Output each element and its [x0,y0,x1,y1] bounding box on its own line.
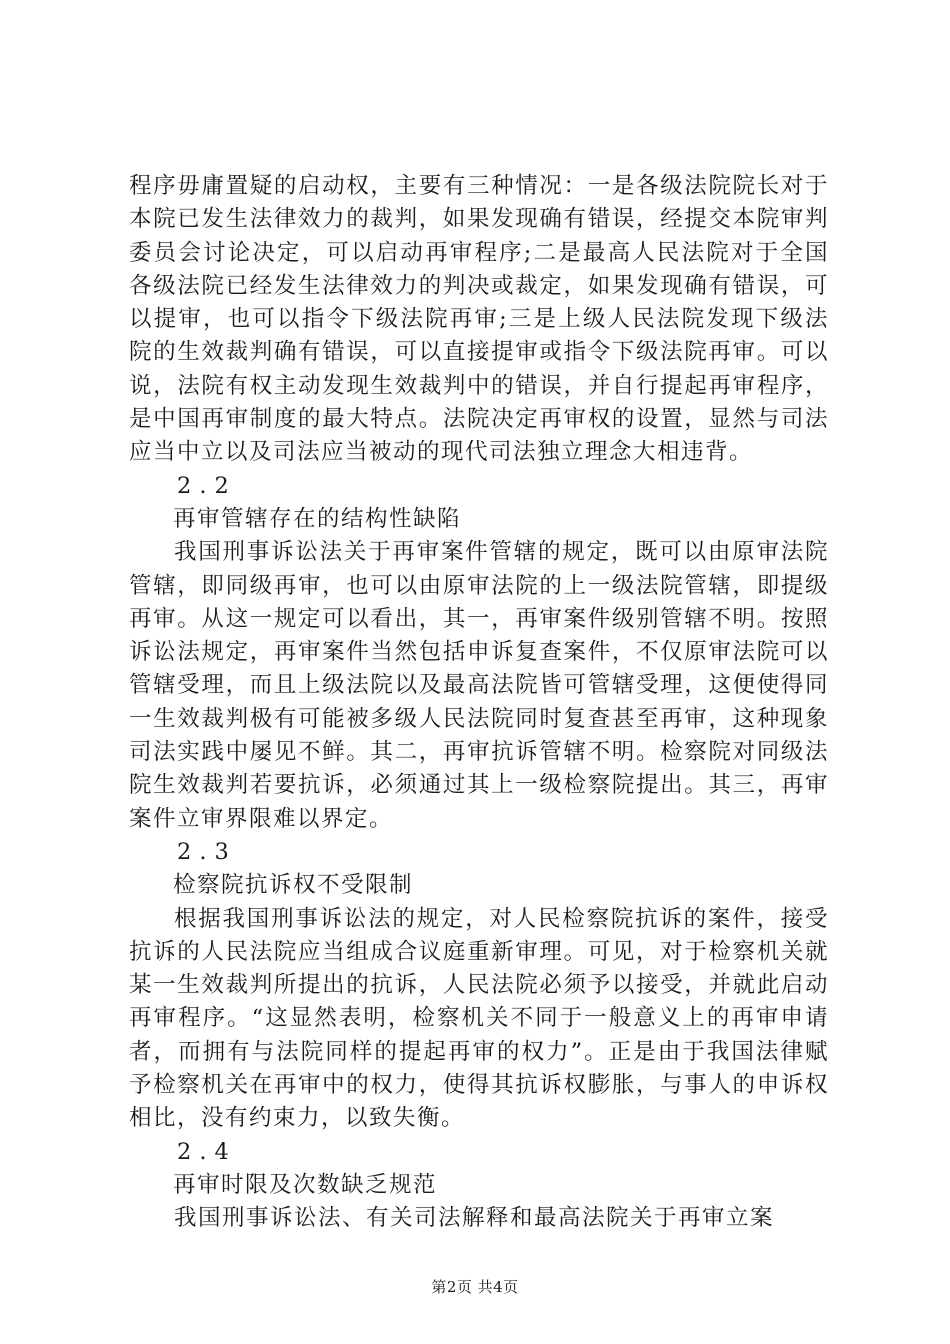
section-title: 再审管辖存在的结构性缺陷 [173,505,462,532]
body-paragraph: 我国刑事诉讼法关于再审案件管辖的规定，既可以由原审法院管辖，即同级再审，也可以由原审法院的上一级法院管辖，即提级再审。从这一规定可以看出，其一，再审案件级别管辖不明。按照诉讼法规定，再审案件当然包括申诉复查案件，不仅原审法院可以管辖受理，而且上级法院以及最高法院皆可管辖受理，这便使得同一生效裁判极有可能被多级人民法院同时复查甚至再审，这种现象司法实践中屡见不鲜。其二，再审抗诉管辖不明。检察院对同级法院生效裁判若要抗诉，必须通过其上一级检察院提出。其三，再审案件立审界限难以界定。 [129,539,829,832]
section-number: 2.4 [177,1138,237,1165]
section-title: 检察院抗诉权不受限制 [173,872,414,899]
body-paragraph: 我国刑事诉讼法、有关司法解释和最高法院关于再审立案 [174,1205,775,1232]
page-footer: 第2页 共4页 [431,1278,519,1296]
section-number: 2.2 [177,472,237,499]
section-number: 2.3 [177,838,237,865]
document-body [129,170,829,1236]
body-paragraph: 根据我国刑事诉讼法的规定，对人民检察院抗诉的案件，接受抗诉的人民法院应当组成合议庭重新审理。可见，对于检察机关就某一生效裁判所提出的抗诉，人民法院必须予以接受，并就此启动再审程序。“这显然表明，检察机关不同于一般意义上的再审申请者，而拥有与法院同样的提起再审的权力”。正是由于我国法律赋予检察机关在再审中的权力，使得其抗诉权膨胀，与事人的申诉权相比，没有约束力，以致失衡。 [129,905,829,1132]
body-paragraph: 程序毋庸置疑的启动权，主要有三种情况：一是各级法院院长对于本院已发生法律效力的裁判，如果发现确有错误，经提交本院审判委员会讨论决定，可以启动再审程序;二是最高人民法院对于全国各级法院已经发生法律效力的判决或裁定，如果发现确有错误，可以提审，也可以指令下级法院再审;三是上级人民法院发现下级法院的生效裁判确有错误，可以直接提审或指令下级法院再审。可以说，法院有权主动发现生效裁判中的错误，并自行提起再审程序，是中国再审制度的最大特点。法院决定再审权的设置，显然与司法应当中立以及司法应当被动的现代司法独立理念大相违背。 [129,173,829,466]
section-title: 再审时限及次数缺乏规范 [173,1171,438,1198]
